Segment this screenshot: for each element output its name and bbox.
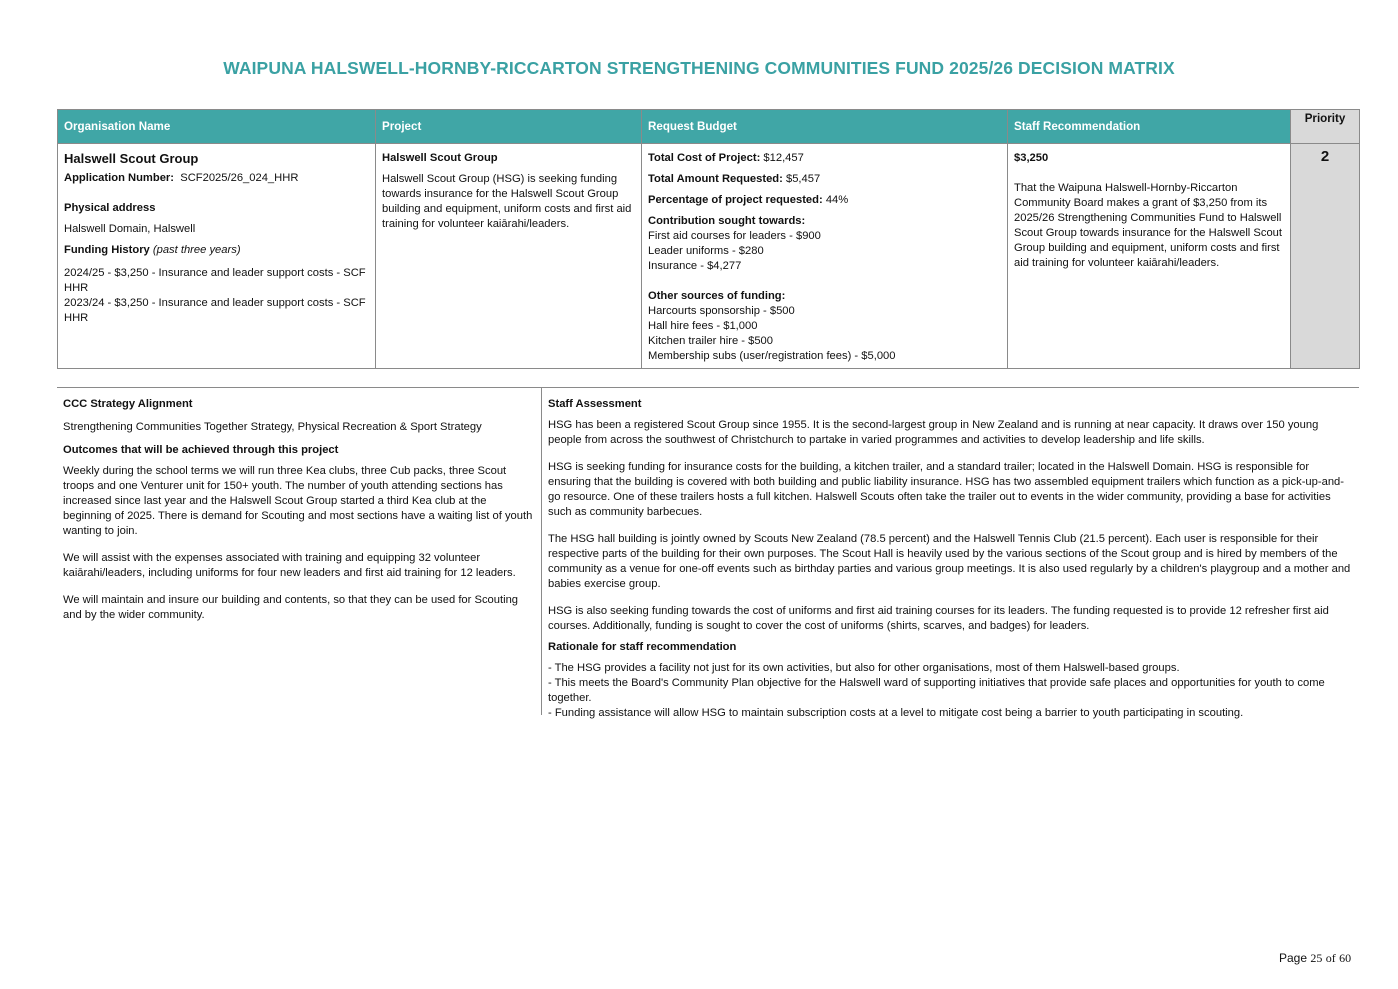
funding-history-item: 2024/25 - $3,250 - Insurance and leader support costs - SCF HHR (64, 267, 366, 294)
rationale-label: Rationale for staff recommendation (548, 641, 737, 653)
page-footer (1279, 951, 1351, 966)
address: Halswell Domain, Halswell (64, 223, 196, 235)
funding-history-note: (past three years) (152, 244, 241, 256)
budget-cell (642, 144, 1008, 369)
staff-assessment-column (548, 397, 1354, 721)
total-requested: $5,457 (785, 173, 821, 185)
decision-matrix-table (57, 109, 1360, 369)
page-total: 60 (1339, 951, 1352, 965)
page-title: WAIPUNA HALSWELL-HORNBY-RICCARTON STRENGTHENING COMMUNITIES FUND 2025/26 DECISION MATRIX (223, 58, 1175, 78)
page-number: 25 (1310, 951, 1323, 965)
org-name: Halswell Scout Group (64, 151, 199, 166)
project-cell (376, 144, 642, 369)
funding-history-label: Funding History (64, 244, 150, 256)
contribution-label: Contribution sought towards: (648, 215, 806, 227)
header-request-budget: Request Budget (642, 110, 1008, 144)
contribution-item: Insurance - $4,277 (648, 260, 742, 272)
recommended-amount: $3,250 (1014, 152, 1049, 164)
assessment-paragraph: HSG has been a registered Scout Group since 1955. It is the second-largest group in New Zealand and is running at near capacity. It draws over 150 young people from across the southwest of Christchurch to partake in varied programmes and activities to develop leadership and life skills. (548, 419, 1319, 446)
header-project: Project (376, 110, 642, 144)
header-priority: Priority (1291, 110, 1360, 144)
project-description: Halswell Scout Group (HSG) is seeking funding towards insurance for the Halswell Scout Group building and equipment, uniform costs and first aid training for volunteer kaiārahi/leaders. (382, 173, 632, 230)
outcome-paragraph: Weekly during the school terms we will run three Kea clubs, three Cub packs, three Scout troops and one Venturer unit for 150+ youth. The number of youth attending sections has increased since last year and the Halswell Scout Group started a third Kea club at the beginning of 2025. There is demand for Scouting and most sections have a waiting list of youth wanting to join. (63, 465, 533, 537)
other-source-item: Kitchen trailer hire - $500 (648, 335, 773, 347)
rationale-item: - The HSG provides a facility not just for its own activities, but also for other organisations, most of them Halswell-based groups. (548, 662, 1180, 674)
outcomes-label: Outcomes that will be achieved through this project (63, 444, 339, 456)
assessment-paragraph: The HSG hall building is jointly owned by Scouts New Zealand (78.5 percent) and the Halswell Tennis Club (21.5 percent). Each user is responsible for their respective parts of the building for their own purposes. The Scout Hall is heavily used by the various sections of the Scout group and is hired by members of the community as a venue for one-off events such as birthday parties and various group meetings. It is also used regularly by a children's playgroup and a mother and babies exercise group. (548, 533, 1351, 590)
funding-history-item: 2023/24 - $3,250 - Insurance and leader support costs - SCF HHR (64, 297, 366, 324)
other-source-item: Membership subs (user/registration fees) - $5,000 (648, 350, 896, 362)
table-header-row (58, 110, 1360, 144)
total-requested-label: Total Amount Requested: (648, 173, 783, 185)
header-staff-recommendation: Staff Recommendation (1008, 110, 1291, 144)
address-label: Physical address (64, 202, 156, 214)
project-title: Halswell Scout Group (382, 152, 498, 164)
assessment-label: Staff Assessment (548, 398, 642, 410)
strategy-column (63, 397, 537, 623)
table-row (58, 144, 1360, 369)
strategy-text: Strengthening Communities Together Strategy, Physical Recreation & Sport Strategy (63, 421, 482, 433)
contribution-item: Leader uniforms - $280 (648, 245, 764, 257)
other-source-item: Harcourts sponsorship - $500 (648, 305, 795, 317)
contribution-item: First aid courses for leaders - $900 (648, 230, 821, 242)
assessment-paragraph: HSG is also seeking funding towards the cost of uniforms and first aid training courses for its leaders. The funding requested is to provide 12 refresher first aid courses. Additionally, funding is sought to cover the cost of uniforms (shirts, scarves, and badges) for leaders. (548, 605, 1329, 632)
staff-recommendation-cell (1008, 144, 1291, 369)
other-sources-label: Other sources of funding: (648, 290, 786, 302)
assessment-paragraph: HSG is seeking funding for insurance costs for the building, a kitchen trailer, and a standard trailer; located in the Halswell Domain. HSG is responsible for ensuring that the building is covered with both building and public liability insurance. HSG has two assembled equipment trailers which function as a pick-up-and-go resource. One of these trailers hosts a full kitchen. Halswell Scouts often take the trailer out to events in the wider community, providing a base for activities such as community barbecues. (548, 461, 1344, 518)
outcome-paragraph: We will maintain and insure our building and contents, so that they can be used for Scouting and by the wider community. (63, 594, 519, 621)
rationale-item: - Funding assistance will allow HSG to maintain subscription costs at a level to mitigate cost being a barrier to youth participating in scouting. (548, 707, 1244, 719)
percentage: 44% (825, 194, 849, 206)
priority-value: 2 (1291, 144, 1360, 369)
header-organisation-name: Organisation Name (58, 110, 376, 144)
percentage-label: Percentage of project requested: (648, 194, 823, 206)
of-word: of (1325, 951, 1336, 965)
total-cost: $12,457 (763, 152, 804, 164)
assessment-section (57, 387, 1359, 719)
rationale-item: - This meets the Board's Community Plan objective for the Halswell ward of supporting initiatives that provide safe places and opportunities for youth to come together. (548, 677, 1325, 704)
outcome-paragraph: We will assist with the expenses associated with training and equipping 32 volunteer kaiārahi/leaders, including uniforms for four new leaders and first aid training for 12 leaders. (63, 552, 516, 579)
recommendation-text: That the Waipuna Halswell-Hornby-Riccarton Community Board makes a grant of $3,250 from its 2025/26 Strengthening Communities Fund to Halswell Scout Group towards insurance for the Halswell Scout Group building and equipment, uniform costs and first aid training for volunteer kaiārahi/leaders. (1014, 182, 1283, 269)
app-number: SCF2025/26_024_HHR (180, 172, 299, 184)
org-cell (58, 144, 376, 369)
page-word: Page (1279, 951, 1308, 965)
total-cost-label: Total Cost of Project: (648, 152, 761, 164)
other-source-item: Hall hire fees - $1,000 (648, 320, 758, 332)
column-divider (541, 388, 542, 715)
strategy-label: CCC Strategy Alignment (63, 398, 193, 410)
app-number-label: Application Number: (64, 172, 175, 184)
